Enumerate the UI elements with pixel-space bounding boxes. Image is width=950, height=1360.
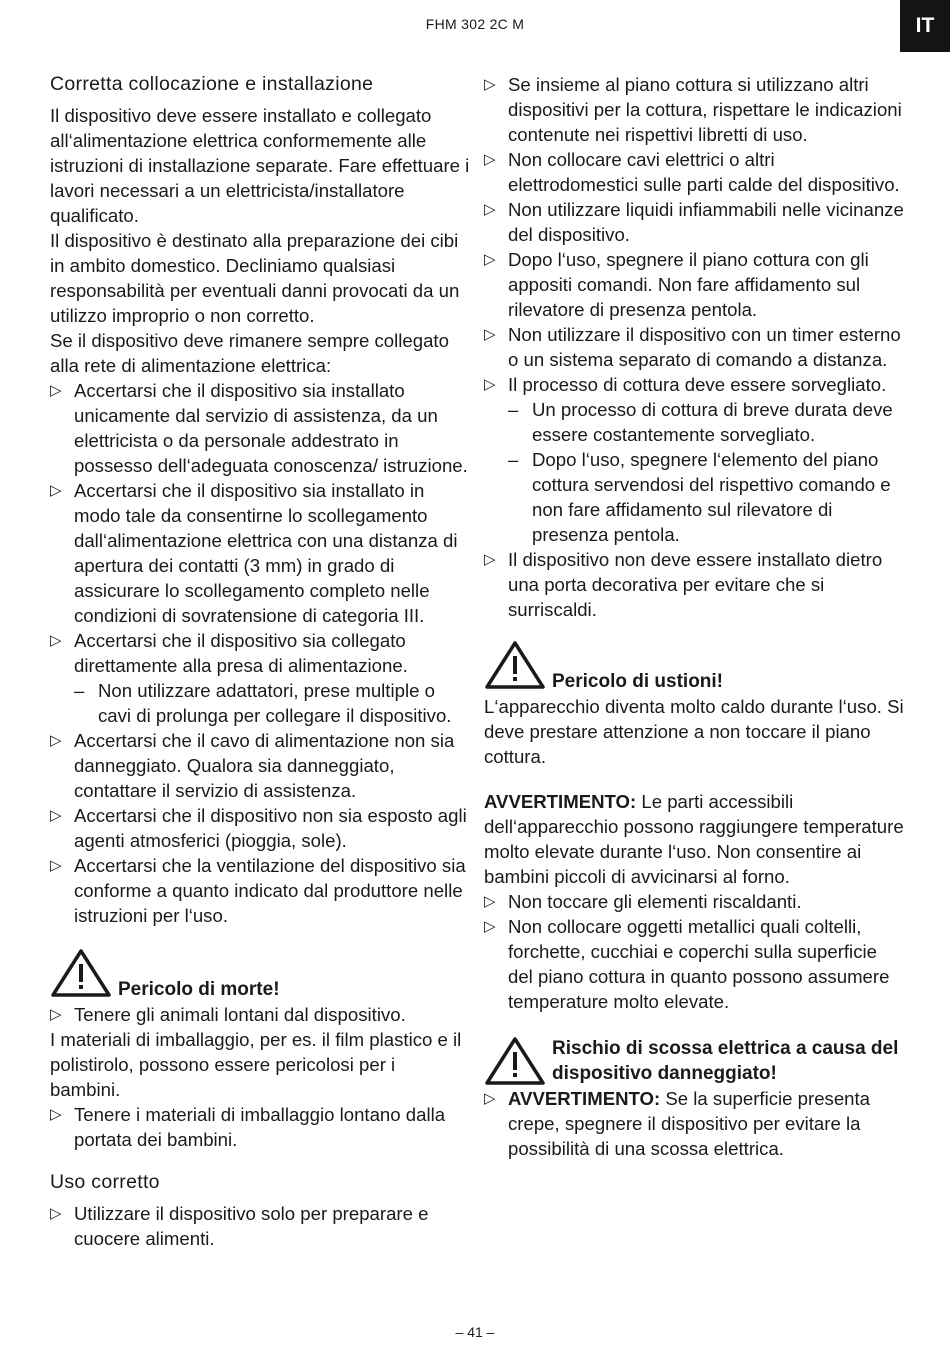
- paragraph: Se il dispositivo deve rimanere sempre collegato alla rete di alimentazione elettrica:: [50, 330, 449, 376]
- bullet-marker: ▷: [50, 632, 62, 649]
- warning-label: AVVERTIMENTO:: [484, 791, 637, 812]
- warning-title: Pericolo di morte!: [118, 979, 280, 1000]
- bullet-marker: ▷: [50, 857, 62, 874]
- bullet-marker: ▷: [50, 732, 62, 749]
- dash-marker: –: [508, 399, 519, 420]
- warning-triangle-icon: [50, 948, 112, 998]
- warning-triangle-icon: [484, 1036, 546, 1086]
- bullet-item: ▷ Utilizzare il dispositivo solo per preparare e cuocere alimenti.: [50, 1203, 429, 1249]
- warning-triangle-icon: [484, 640, 546, 690]
- bullet-item: ▷ Dopo l‘uso, spegnere il piano cottura con gli appositi comandi. Non fare affidamento sul rilevatore di presenza pentola.: [484, 249, 869, 320]
- bullet-marker: ▷: [50, 1205, 62, 1222]
- bullet-marker: ▷: [50, 482, 62, 499]
- dash-item: – Non utilizzare adattatori, prese multiple o cavi di prolunga per collegare il dispositivo.: [74, 680, 452, 726]
- bullet-item: ▷ Accertarsi che il dispositivo sia collegato direttamente alla presa di alimentazione.: [50, 630, 408, 676]
- paragraph: I materiali di imballaggio, per es. il film plastico e il polistirolo, possono essere pericolosi per i bambini.: [50, 1029, 462, 1100]
- bullet-marker: ▷: [484, 1090, 496, 1107]
- section-heading-correct-use: Uso corretto: [50, 1171, 160, 1193]
- warning-burns: [484, 640, 904, 694]
- bullet-item: ▷ Non utilizzare il dispositivo con un timer esterno o un sistema separato di comando a distanza.: [484, 324, 901, 370]
- bullet-marker: ▷: [50, 1006, 62, 1023]
- bullet-item: ▷ Non collocare oggetti metallici quali coltelli, forchette, cucchiai e coperchi sulla superficie del piano cottura in quanto possono assumere temperature molto elevate.: [484, 916, 890, 1012]
- bullet-item: ▷ Accertarsi che il cavo di alimentazione non sia danneggiato. Qualora sia danneggiato, contattare il servizio di assistenza.: [50, 730, 455, 801]
- bullet-item: ▷ Accertarsi che il dispositivo non sia esposto agli agenti atmosferici (pioggia, sole).: [50, 805, 467, 851]
- bullet-marker: ▷: [484, 151, 496, 168]
- bullet-item: ▷ Il processo di cottura deve essere sorvegliato.: [484, 374, 887, 395]
- bullet-marker: ▷: [484, 893, 496, 910]
- bullet-item: ▷ Accertarsi che il dispositivo sia installato unicamente dal servizio di assistenza, da un elettricista o da personale addestrato in possesso dell‘adeguata conoscenza/ istruzione.: [50, 380, 468, 476]
- warning-death: [50, 948, 470, 1002]
- dash-item: – Un processo di cottura di breve durata deve essere costantemente sorvegliato.: [508, 399, 893, 445]
- bullet-item: ▷ Non utilizzare liquidi infiammabili nelle vicinanze del dispositivo.: [484, 199, 904, 245]
- bullet-item: ▷ Non collocare cavi elettrici o altri elettrodomestici sulle parti calde del dispositivo.: [484, 149, 900, 195]
- warning-electric-shock: [484, 1036, 904, 1086]
- bullet-marker: ▷: [484, 251, 496, 268]
- dash-marker: –: [508, 449, 519, 470]
- bullet-marker: ▷: [484, 326, 496, 343]
- bullet-marker: ▷: [484, 551, 496, 568]
- bullet-item: ▷ Tenere i materiali di imballaggio lontano dalla portata dei bambini.: [50, 1104, 446, 1150]
- warning-title: Pericolo di ustioni!: [552, 671, 724, 692]
- bullet-marker: ▷: [50, 1106, 62, 1123]
- paragraph-warning: AVVERTIMENTO: Le parti accessibili dell‘apparecchio possono raggiungere temperature molto elevate durante l‘uso. Non consentire ai bambini piccoli di avvicinarsi al forno.: [484, 791, 904, 887]
- section-heading-installation: Corretta collocazione e installazione: [50, 73, 374, 95]
- dash-marker: –: [74, 680, 85, 701]
- bullet-item: ▷ Non toccare gli elementi riscaldanti.: [484, 891, 802, 912]
- warning-label: AVVERTIMENTO:: [508, 1088, 661, 1109]
- right-column: [484, 72, 904, 1161]
- language-tab: IT: [900, 0, 950, 52]
- page-header-model: FHM 302 2C M: [425, 16, 525, 32]
- bullet-marker: ▷: [484, 201, 496, 218]
- bullet-item: ▷ Accertarsi che il dispositivo sia installato in modo tale da consentirne lo scollegamento dall‘alimentazione elettrica con una distanza di apertura dei contatti (3 mm) in grado di assicurare lo scollegamento completo nelle condizioni di sovratensione di categoria III.: [50, 480, 458, 626]
- bullet-marker: ▷: [484, 376, 496, 393]
- paragraph: Il dispositivo deve essere installato e collegato all‘alimentazione elettrica conformemente alle istruzioni di installazione separate. Fare effettuare i lavori necessari a un elettricista/installatore qualificato.: [50, 105, 470, 226]
- bullet-marker: ▷: [484, 918, 496, 935]
- bullet-item: ▷ AVVERTIMENTO: Se la superficie presenta crepe, spegnere il dispositivo per evitare la possibilità di una scossa elettrica.: [484, 1088, 871, 1159]
- bullet-item: ▷ Il dispositivo non deve essere installato dietro una porta decorativa per evitare che si surriscaldi.: [484, 549, 883, 620]
- warning-title: Rischio di scossa elettrica a causa del dispositivo danneggiato!: [552, 1038, 899, 1084]
- bullet-item: ▷ Tenere gli animali lontani dal dispositivo.: [50, 1004, 406, 1025]
- bullet-marker: ▷: [484, 76, 496, 93]
- page-number: – 41 –: [455, 1324, 495, 1340]
- dash-item: – Dopo l‘uso, spegnere l‘elemento del piano cottura servendosi del rispettivo comando e non fare affidamento sul rilevatore di presenza pentola.: [508, 449, 891, 545]
- bullet-item: ▷ Se insieme al piano cottura si utilizzano altri dispositivi per la cottura, rispettare le indicazioni contenute nei rispettivi libretti di uso.: [484, 74, 902, 145]
- paragraph: Il dispositivo è destinato alla preparazione dei cibi in ambito domestico. Decliniamo qualsiasi responsabilità per eventuali danni provocati da un utilizzo improprio o non corretto.: [50, 230, 460, 326]
- bullet-marker: ▷: [50, 382, 62, 399]
- bullet-marker: ▷: [50, 807, 62, 824]
- left-column: [50, 72, 470, 1251]
- paragraph: L‘apparecchio diventa molto caldo durante l‘uso. Si deve prestare attenzione a non toccare il piano cottura.: [484, 696, 904, 767]
- bullet-item: ▷ Accertarsi che la ventilazione del dispositivo sia conforme a quanto indicato dal produttore nelle istruzioni per l‘uso.: [50, 855, 466, 926]
